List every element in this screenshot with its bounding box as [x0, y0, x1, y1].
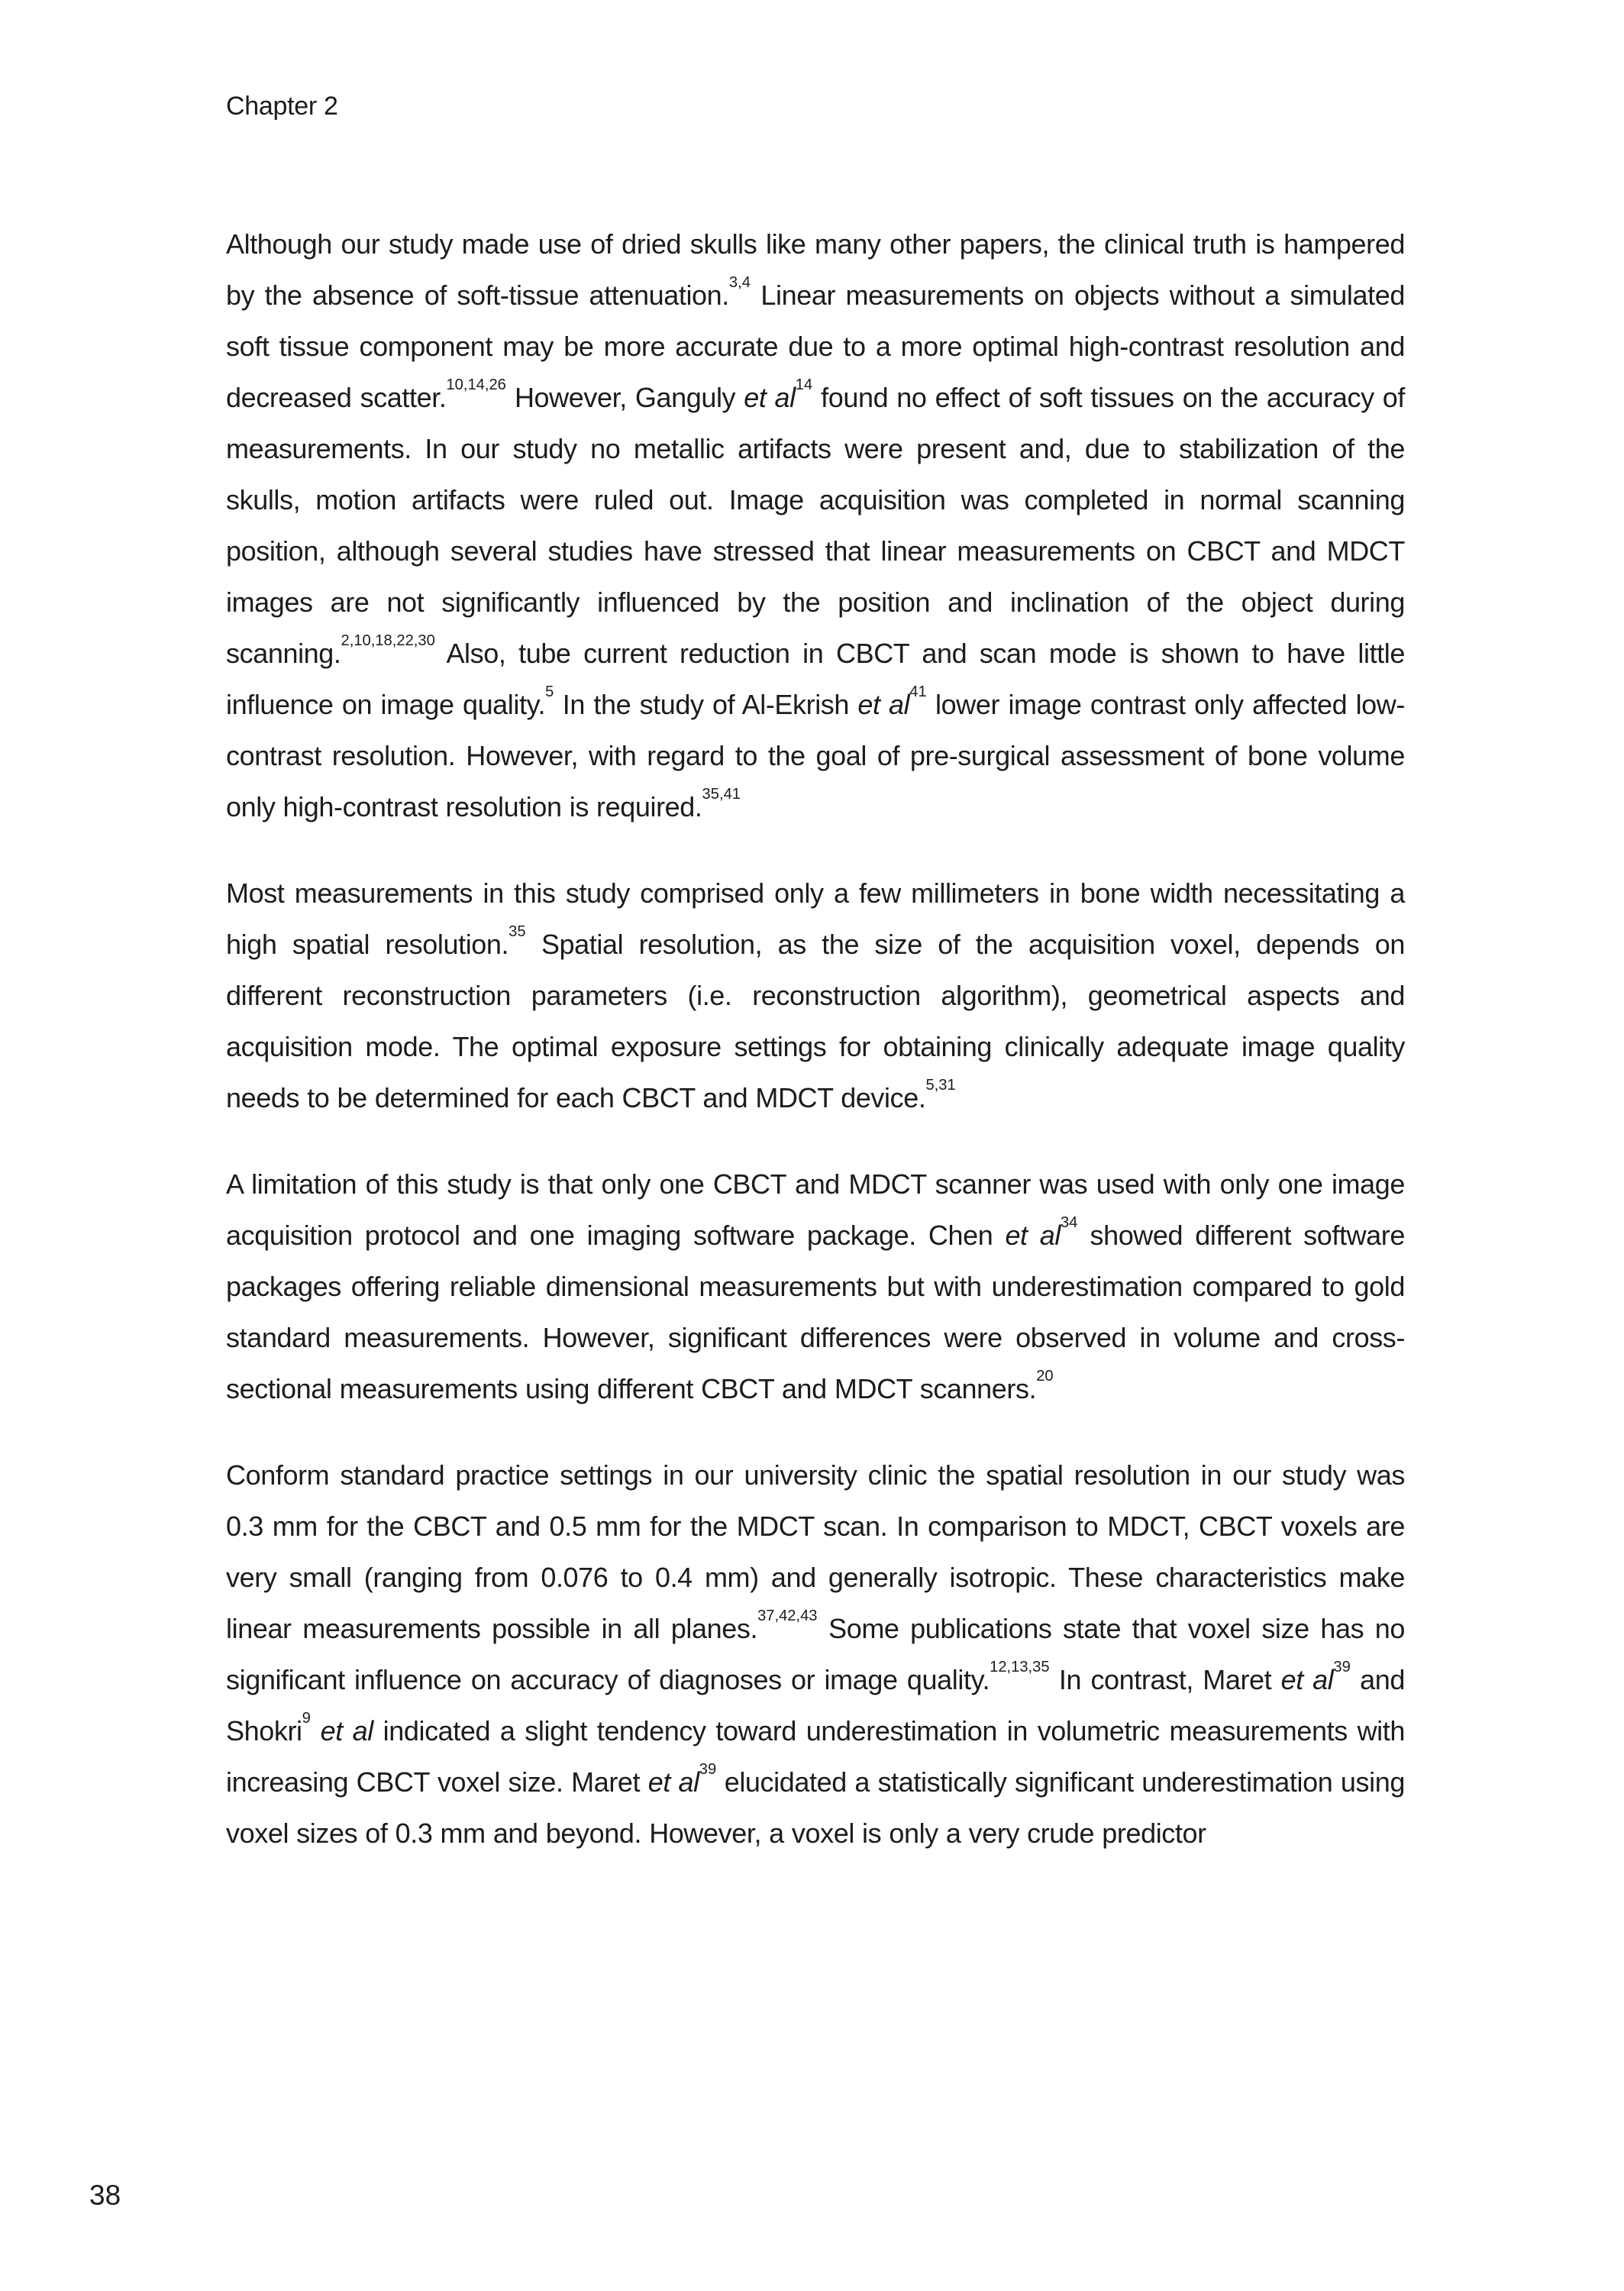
citation-superscript: 37,42,43 — [757, 1607, 818, 1624]
paragraph-4 — [226, 1449, 1405, 1859]
citation-superscript: 35,41 — [702, 785, 741, 803]
body-text-run: Most measurements in this study comprised only a few millimeters in bone width necessitating a high spatial resolution. — [226, 877, 1405, 960]
citation-superscript: 2,10,18,22,30 — [341, 632, 435, 649]
citation-superscript: 39 — [1333, 1658, 1351, 1675]
body-text-run: Conform standard practice settings in our university clinic the spatial resolution in our study was 0.3 mm for the CBCT and 0.5 mm for the MDCT scan. In comparison to MDCT, CBCT voxels are very small (ranging from 0.076 to 0.4 mm) and generally isotropic. These characteristics make linear measurements possible in all planes. — [226, 1459, 1405, 1644]
citation-superscript: 41 — [909, 683, 927, 700]
citation-superscript: 20 — [1036, 1367, 1054, 1385]
paragraph-1 — [226, 218, 1405, 832]
body-text-run: Linear measurements on objects without a simulated soft tissue component may be more accurate due to a more optimal high-contrast resolution and decreased scatter. — [226, 280, 1405, 413]
citation-superscript: 5 — [545, 683, 554, 700]
paragraph-2 — [226, 868, 1405, 1123]
italic-et-al: et al — [744, 382, 796, 413]
citation-superscript: 39 — [699, 1760, 717, 1778]
body-text-run: A limitation of this study is that only one CBCT and MDCT scanner was used with only one image acquisition protocol and one imaging software package. Chen — [226, 1168, 1405, 1251]
chapter-header: Chapter 2 — [226, 92, 338, 121]
citation-superscript: 14 — [795, 376, 813, 393]
body-text-run: showed different software packages offering reliable dimensional measurements but with underestimation compared to gold standard measurements. However, significant differences were observed in volume and cross-sectional measurements using different CBCT and MDCT scanners. — [226, 1220, 1405, 1404]
page-number: 38 — [89, 2180, 121, 2211]
body-text-run: Some publications state that voxel size has no significant influence on accuracy of diagnoses or image quality. — [226, 1613, 1405, 1695]
body-text-run — [311, 1715, 321, 1747]
body-text-run: In contrast, Maret — [1049, 1664, 1281, 1695]
body-text-run: found no effect of soft tissues on the accuracy of measurements. In our study no metallic artifacts were present and, due to stabilization of the skulls, motion artifacts were ruled out. Image acquisition was completed in normal scanning position, although several studies have stressed that linear measurements on CBCT and MDCT images are not significantly influenced by the position and inclination of the object during scanning. — [226, 382, 1405, 669]
body-text-run: Also, tube current reduction in CBCT and scan mode is shown to have little influence on image quality. — [226, 638, 1405, 720]
citation-superscript: 10,14,26 — [446, 376, 506, 393]
italic-et-al: et al — [1280, 1664, 1334, 1695]
body-text-run: elucidated a statistically significant underestimation using voxel sizes of 0.3 mm and beyond. However, a voxel is only a very crude predictor — [226, 1766, 1405, 1849]
italic-et-al: et al — [1005, 1220, 1061, 1251]
italic-et-al: et al — [320, 1715, 373, 1747]
citation-superscript: 34 — [1060, 1213, 1078, 1231]
citation-superscript: 5,31 — [925, 1076, 956, 1094]
body-text-run: However, Ganguly — [505, 382, 744, 413]
italic-et-al: et al — [857, 689, 910, 720]
body-text-run: indicated a slight tendency toward underestimation in volumetric measurements with increasing CBCT voxel size. Maret — [226, 1715, 1406, 1798]
body-text-run: Spatial resolution, as the size of the acquisition voxel, depends on different reconstruction parameters (i.e. reconstruction algorithm), geometrical aspects and acquisition mode. The optimal exposure settings for obtaining clinically adequate image quality needs to be determined for each CBCT and MDCT device. — [226, 929, 1405, 1113]
body-text — [226, 218, 1405, 1859]
paragraph-3 — [226, 1158, 1405, 1414]
citation-superscript: 9 — [302, 1709, 311, 1727]
body-text-run: lower image contrast only affected low-contrast resolution. However, with regard to the goal of pre-surgical assessment of bone volume only high-contrast resolution is required. — [226, 689, 1405, 822]
citation-superscript: 12,13,35 — [990, 1658, 1050, 1675]
citation-superscript: 3,4 — [728, 273, 751, 291]
body-text-run: and Shokri — [226, 1664, 1405, 1747]
body-text-run: In the study of Al-Ekrish — [554, 689, 858, 720]
italic-et-al: et al — [647, 1766, 699, 1798]
citation-superscript: 35 — [509, 923, 526, 940]
body-text-run: Although our study made use of dried skulls like many other papers, the clinical truth is hampered by the absence of soft-tissue attenuation. — [226, 228, 1405, 311]
